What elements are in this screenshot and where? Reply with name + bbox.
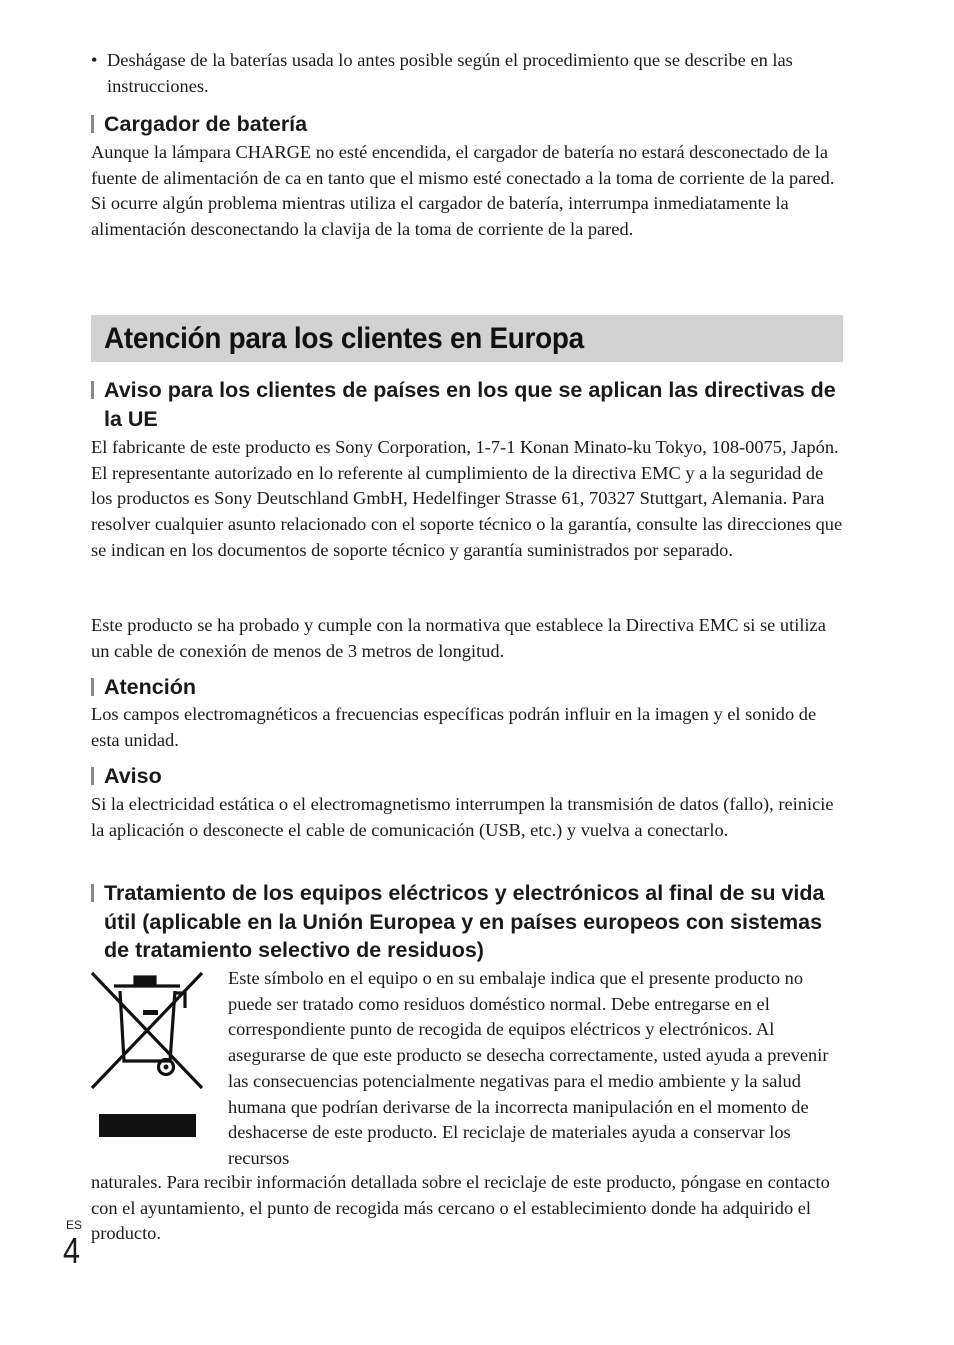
paragraph-tratamiento-cont: naturales. Para recibir información detallada sobre el reciclaje de este producto, póngase en contacto con el ayuntamiento, el punto de recogida más cercano o el establecimiento donde ha adquirido el producto. xyxy=(91,1172,830,1244)
paragraph-cargador: Aunque la lámpara CHARGE no esté encendida, el cargador de batería no estará desconectado de la fuente de alimentación de ca en tanto que el mismo esté conectado a la toma de corriente de la pared. Si ocurre algún problema mientras utiliza el cargador de batería, interrumpa inmediatamente la alimentación desconectando la clavija de la toma de corriente de la pared. xyxy=(91,142,835,240)
heading-text: Aviso para los clientes de países en los que se aplican las directivas de la UE xyxy=(104,378,836,431)
paragraph-aviso: Si la electricidad estática o el electromagnetismo interrumpen la transmisión de datos (fallo), reinicie la aplicación o desconecte el cable de comunicación (USB, etc.) y vuelva a conectarlo. xyxy=(91,794,834,840)
page-language: ES xyxy=(66,1218,83,1232)
heading-bar-icon xyxy=(91,678,94,696)
paragraph-atencion: Los campos electromagnéticos a frecuencias específicas podrán influir en la imagen y el sonido de esta unidad. xyxy=(91,704,817,750)
heading-text: Atención xyxy=(104,675,196,699)
heading-aviso xyxy=(91,762,843,791)
section-banner xyxy=(91,315,843,362)
paragraph-tratamiento-side: Este símbolo en el equipo o en su embalaje indica que el presente producto no puede ser tratado como residuos doméstico normal. Debe entregarse en el correspondiente punto de recogida de equipos eléctricos y electrónicos. Al asegurarse de que este producto se desecha correctamente, usted ayuda a prevenir las consecuencias potencialmente negativas para el medio ambiente y la salud humana que podrían derivarse de la incorrecta manipulación en el momento de deshacerse de este producto. El reciclaje de materiales ayuda a conservar los recursos xyxy=(228,968,829,1168)
heading-atencion xyxy=(91,673,843,702)
bullet-dot-icon: • xyxy=(91,50,98,70)
heading-tratamiento xyxy=(91,879,843,965)
heading-text: Aviso xyxy=(104,764,162,788)
page-number: 4 xyxy=(63,1230,81,1271)
paragraph-aviso-ue-2: Este producto se ha probado y cumple con la normativa que establece la Directiva EMC si se utiliza un cable de conexión de menos de 3 metros de longitud. xyxy=(91,615,826,661)
crossed-out-wheeled-bin-icon xyxy=(88,968,206,1140)
heading-text: Tratamiento de los equipos eléctricos y electrónicos al final de su vida útil (aplicable en la Unión Europea y en países europeos con sistemas de tratamiento selectivo de residuos) xyxy=(104,881,825,962)
paragraph-aviso-ue-1: El fabricante de este producto es Sony Corporation, 1-7-1 Konan Minato-ku Tokyo, 108-0075, Japón. El representante autorizado en lo referente al cumplimiento de la directiva EMC y a la seguridad de los productos es Sony Deutschland GmbH, Hedelfinger Strasse 61, 70327 Stuttgart, Alemania. Para resolver cualquier asunto relacionado con el soporte técnico o la garantía, consulte las direcciones que se indican en los documentos de soporte técnico y garantía suministrados por separado. xyxy=(91,437,843,560)
banner-title: Atención para los clientes en Europa xyxy=(104,322,584,355)
bullet-text: Deshágase de la baterías usada lo antes posible según el procedimiento que se describe en las instrucciones. xyxy=(107,50,793,96)
heading-text: Cargador de batería xyxy=(104,112,308,136)
heading-bar-icon xyxy=(91,381,94,399)
heading-bar-icon xyxy=(91,884,94,902)
bullet-item xyxy=(91,48,843,99)
heading-cargador xyxy=(91,110,843,139)
heading-bar-icon xyxy=(91,115,94,133)
heading-bar-icon xyxy=(91,767,94,785)
heading-aviso-ue xyxy=(91,376,843,433)
